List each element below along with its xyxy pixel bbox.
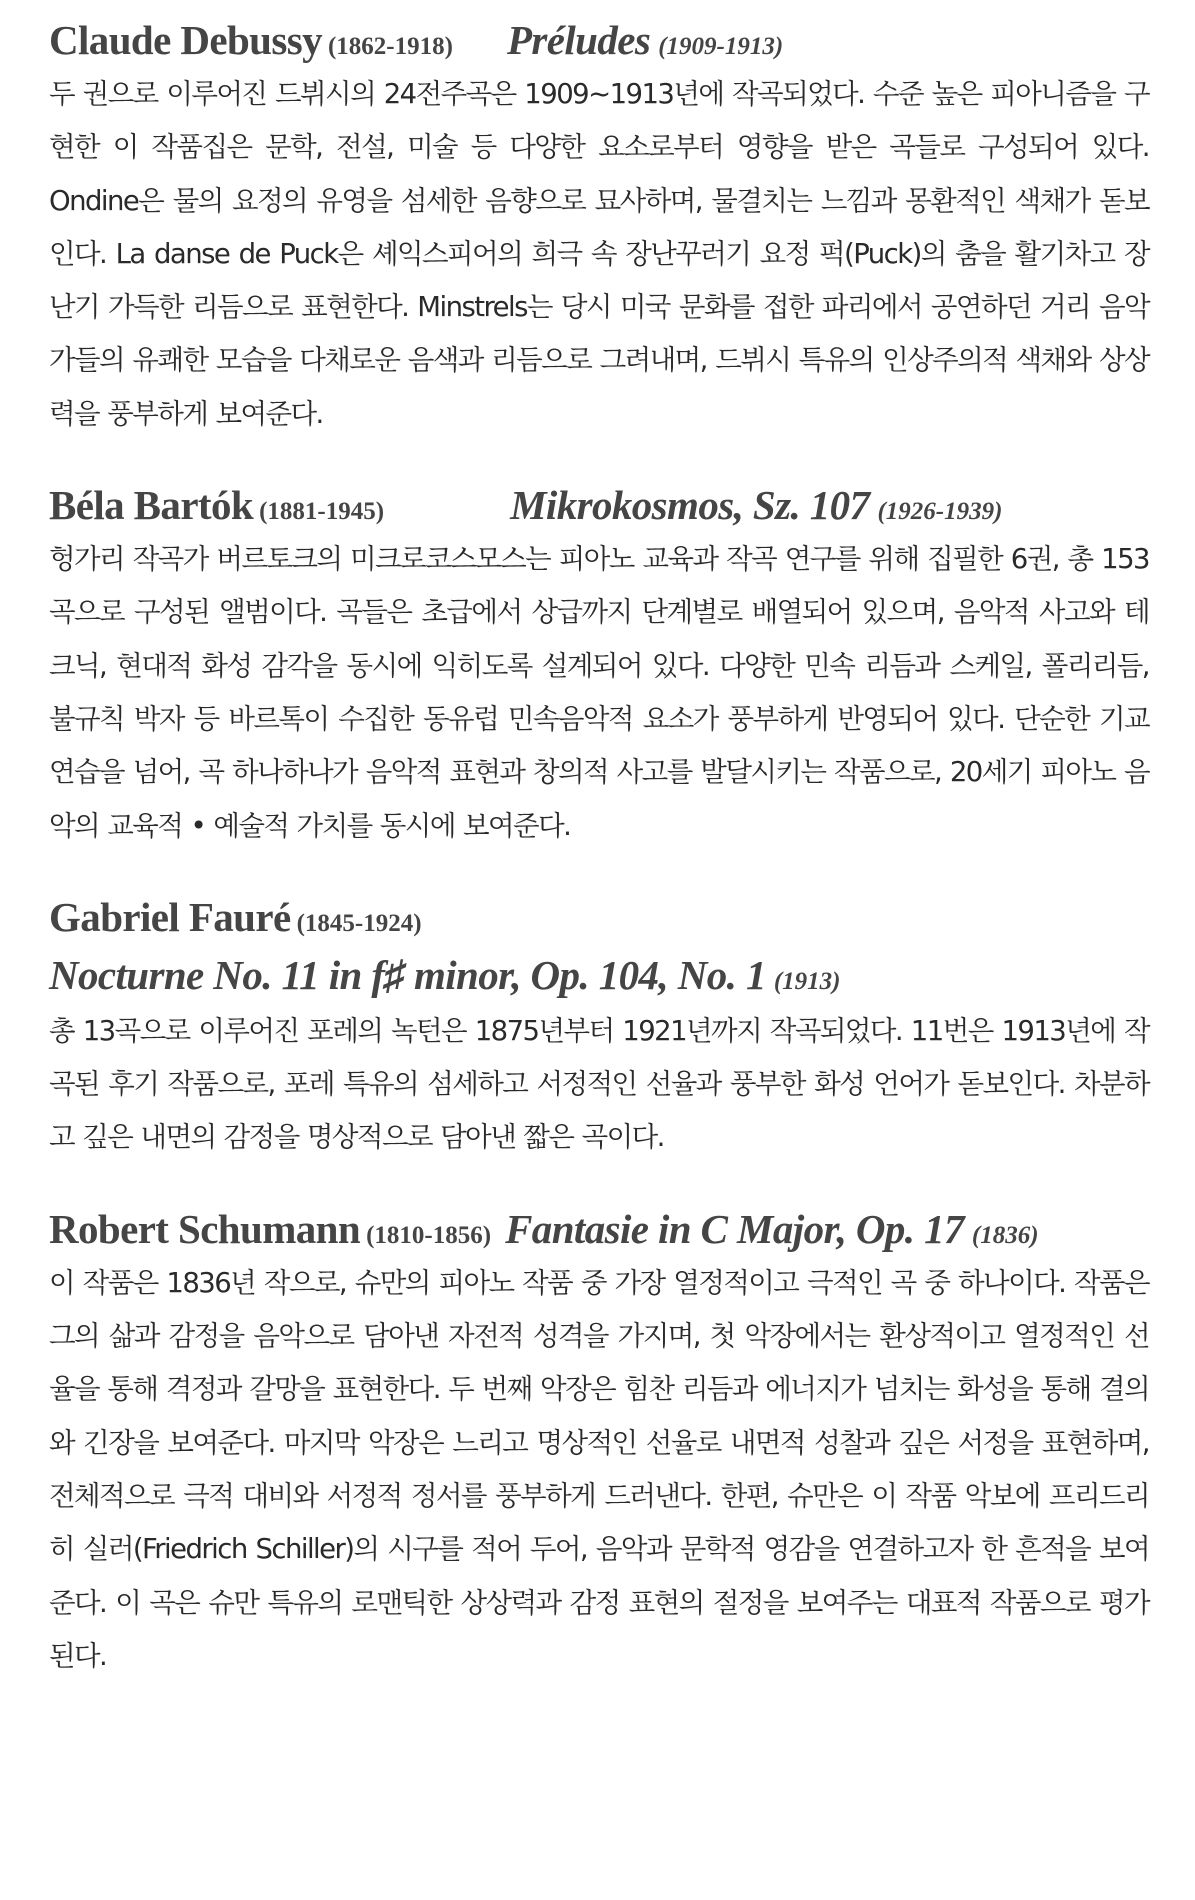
work-heading <box>49 945 1149 1005</box>
composer-name: Béla Bartók <box>49 482 254 529</box>
entry-heading <box>49 477 1149 533</box>
work-dates: (1909-1913) <box>658 33 784 60</box>
entry-schumann <box>49 1201 1149 1683</box>
work-dates: (1836) <box>971 1221 1039 1249</box>
work-title: Préludes <box>506 17 651 63</box>
work-title: Nocturne No. 11 in f♯ minor, Op. 104, No. 1 <box>49 951 766 998</box>
entry-heading <box>49 889 1149 945</box>
entry-bartok <box>49 477 1149 853</box>
composer-name: Claude Debussy <box>49 17 322 63</box>
entry-debussy <box>49 12 1149 441</box>
work-title: Fantasie in C Major, Op. 17 <box>505 1205 964 1252</box>
entry-heading <box>49 1201 1149 1257</box>
entry-description: 헝가리 작곡가 버르토크의 미크로코스모스는 피아노 교육과 작곡 연구를 위해 집필한 6권, 총 153곡으로 구성된 앨범이다. 곡들은 초급에서 상급까지 단계별로 배열되어 있으며, 음악적 사고와 테크닉, 현대적 화성 감각을 동시에 익히도록 설계되어 있다. 다양한 민속 리듬과 스케일, 폴리리듬, 불규칙 박자 등 바르톡이 수집한 동유럽 민속음악적 요소가 풍부하게 반영되어 있다. 단순한 기교 연습을 넘어, 곡 하나하나가 음악적 표현과 창의적 사고를 발달시키는 작품으로, 20세기 피아노 음악의 교육적 • 예술적 가치를 동시에 보여준다. <box>49 543 1149 842</box>
program-notes <box>49 12 1149 1719</box>
work-dates: (1913) <box>773 967 841 995</box>
entry-heading <box>49 12 1149 68</box>
entry-description: 총 13곡으로 이루어진 포레의 녹턴은 1875년부터 1921년까지 작곡되었다. 11번은 1913년에 작곡된 후기 작품으로, 포레 특유의 섬세하고 서정적인 선율과 풍부한 화성 언어가 돋보인다. 차분하고 깊은 내면의 감정을 명상적으로 담아낸 짧은 곡이다. <box>49 1014 1149 1154</box>
composer-dates: (1881-1945) <box>259 498 385 526</box>
work-title: Mikrokosmos, Sz. 107 <box>510 482 870 529</box>
work-dates: (1926-1939) <box>877 498 1003 526</box>
composer-dates: (1810-1856) <box>366 1221 492 1249</box>
entry-faure <box>49 889 1149 1165</box>
entry-description: 두 권으로 이루어진 드뷔시의 24전주곡은 1909~1913년에 작곡되었다. 수준 높은 피아니즘을 구현한 이 작품집은 문학, 전설, 미술 등 다양한 요소로부터 영향을 받은 곡들로 구성되어 있다. Ondine은 물의 요정의 유영을 섬세한 음향으로 묘사하며, 물결치는 느낌과 몽환적인 색채가 돋보인다. La danse de Puck은 셰익스피어의 희극 속 장난꾸러기 요정 퍽(Puck)의 춤을 활기차고 장난기 가득한 리듬으로 표현한다. Minstrels는 당시 미국 문화를 접한 파리에서 공연하던 거리 음악가들의 유쾌한 모습을 다채로운 음색과 리듬으로 그려내며, 드뷔시 특유의 인상주의적 색채와 상상력을 풍부하게 보여준다. <box>49 78 1149 430</box>
composer-dates: (1862-1918) <box>327 33 453 60</box>
entry-description: 이 작품은 1836년 작으로, 슈만의 피아노 작품 중 가장 열정적이고 극적인 곡 중 하나이다. 작품은 그의 삶과 감정을 음악으로 담아낸 자전적 성격을 가지며, 첫 악장에서는 환상적이고 열정적인 선율을 통해 격정과 갈망을 표현한다. 두 번째 악장은 힘찬 리듬과 에너지가 넘치는 화성을 통해 결의와 긴장을 보여준다. 마지막 악장은 느리고 명상적인 선율로 내면적 성찰과 깊은 서정을 표현하며, 전체적으로 극적 대비와 서정적 정서를 풍부하게 드러낸다. 한편, 슈만은 이 작품 악보에 프리드리히 실러(Friedrich Schiller)의 시구를 적어 두어, 음악과 문학적 영감을 연결하고자 한 흔적을 보여준다. 이 곡은 슈만 특유의 로맨틱한 상상력과 감정 표현의 절정을 보여주는 대표적 작품으로 평가된다. <box>49 1266 1149 1672</box>
composer-name: Gabriel Fauré <box>49 893 291 940</box>
composer-dates: (1845-1924) <box>296 909 422 937</box>
composer-name: Robert Schumann <box>49 1205 361 1252</box>
